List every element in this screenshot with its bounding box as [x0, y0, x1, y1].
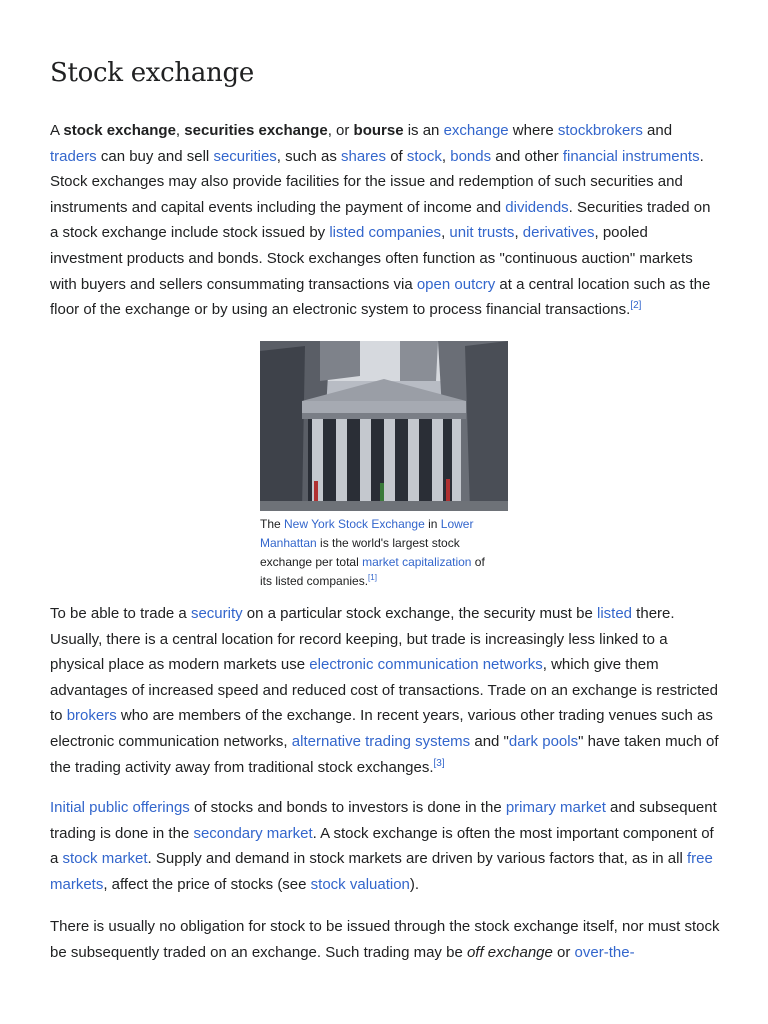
- text: and other: [491, 147, 563, 165]
- text: and ": [470, 732, 509, 750]
- text: there. Usually, there is a central location for record keeping, but trade is increasingly less linked to a physical place as modern markets use: [50, 605, 675, 674]
- text: of its listed companies.: [260, 555, 485, 588]
- text: . Stock exchanges may also provide facilities for the issue and redemption of such securities and instruments and capital events including the payment of income and: [50, 147, 704, 216]
- link-stockbrokers[interactable]: stockbrokers: [557, 122, 643, 139]
- link-unit-trusts[interactable]: unit trusts: [449, 224, 515, 242]
- page-title: Stock exchange: [50, 58, 254, 88]
- text: , such as: [276, 147, 341, 165]
- paragraph-trading: [50, 601, 722, 780]
- text: ,: [514, 224, 523, 242]
- text: who are members of the exchange. In recent years, various other trading venues such as electronic communication networks,: [50, 707, 713, 750]
- text: ,: [441, 224, 450, 242]
- text: and subsequent trading is done in the: [50, 799, 717, 842]
- text: The: [260, 517, 285, 531]
- text: at a central location such as the floor of the exchange or by using an electronic system to process financial transactions.: [50, 275, 711, 319]
- link-exchange[interactable]: exchange: [443, 122, 509, 139]
- bold-term: bourse: [353, 122, 404, 139]
- paragraph-intro: [50, 118, 722, 323]
- link-open-outcry[interactable]: open outcry: [416, 275, 496, 293]
- link-traders[interactable]: traders: [50, 147, 97, 165]
- link-bonds[interactable]: bonds: [450, 147, 492, 165]
- link-ipo[interactable]: Initial public offerings: [50, 799, 190, 816]
- text: , which give them advantages of increased speed and reduced cost of transactions. Trade on an exchange is restricted to: [50, 656, 718, 725]
- link-securities[interactable]: securities: [213, 147, 277, 165]
- text: and: [642, 122, 673, 139]
- link-stock-valuation[interactable]: stock valuation: [310, 875, 410, 893]
- reference-3[interactable]: [3]: [433, 757, 445, 769]
- link-financial-instruments[interactable]: financial instruments: [562, 147, 700, 165]
- link-ecn[interactable]: electronic communication networks: [309, 656, 543, 674]
- text: or: [552, 943, 575, 961]
- link-security[interactable]: security: [190, 605, 243, 622]
- text: . Securities traded on a stock exchange include stock issued by: [50, 198, 711, 242]
- link-dark-pools[interactable]: dark pools: [508, 732, 579, 750]
- link-stock-market[interactable]: stock market: [62, 850, 148, 868]
- text: can buy and sell: [96, 147, 214, 165]
- italic-term: off exchange: [466, 943, 553, 961]
- text: is the world's largest stock exchange per total: [260, 536, 460, 569]
- link-free-markets[interactable]: free markets: [50, 850, 713, 893]
- text: ,: [175, 122, 185, 139]
- link-listed[interactable]: listed: [596, 605, 633, 622]
- link-over-the-counter[interactable]: over-the-: [574, 943, 635, 961]
- link-brokers[interactable]: brokers: [66, 707, 117, 725]
- text: To be able to trade a: [50, 605, 191, 622]
- paragraph-ipo: [50, 795, 722, 897]
- text: There is usually no obligation for stock to be issued through the stock exchange itself, nor must stock be subsequently traded on an exchange. Such trading may be: [50, 918, 720, 961]
- reference-2[interactable]: [2]: [630, 300, 642, 312]
- bold-term: stock exchange: [63, 122, 176, 139]
- link-alternative-trading-systems[interactable]: alternative trading systems: [291, 732, 471, 750]
- bold-term: securities exchange: [184, 122, 328, 139]
- text: . A stock exchange is often the most important component of a: [50, 824, 714, 868]
- text: ).: [409, 875, 420, 893]
- text: in: [424, 517, 441, 531]
- link-primary-market[interactable]: primary market: [505, 799, 606, 816]
- text: A: [50, 122, 64, 139]
- link-derivatives[interactable]: derivatives: [522, 224, 595, 242]
- figure-caption: [260, 515, 500, 591]
- link-lower-manhattan[interactable]: Lower Manhattan: [260, 517, 474, 550]
- text: of stocks and bonds to investors is done in the: [189, 799, 506, 816]
- text: , or: [327, 122, 354, 139]
- text: . Supply and demand in stock markets are driven by various factors that, as in all: [147, 850, 687, 868]
- text: ,: [441, 147, 451, 165]
- link-nyse[interactable]: New York Stock Exchange: [284, 517, 425, 531]
- nyse-photo[interactable]: [260, 341, 508, 511]
- link-stock[interactable]: stock: [406, 147, 442, 165]
- link-dividends[interactable]: dividends: [505, 198, 569, 216]
- link-market-capitalization[interactable]: market capitalization: [362, 555, 472, 569]
- text: on a particular stock exchange, the security must be: [242, 605, 597, 622]
- text: " have taken much of the trading activity away from traditional stock exchanges.: [50, 732, 719, 776]
- link-shares[interactable]: shares: [341, 147, 387, 165]
- text: , affect the price of stocks (see: [103, 875, 311, 893]
- text: where: [508, 122, 558, 139]
- text: of: [386, 147, 407, 165]
- text: is an: [403, 122, 444, 139]
- link-listed-companies[interactable]: listed companies: [329, 224, 442, 242]
- link-secondary-market[interactable]: secondary market: [193, 824, 313, 842]
- paragraph-off-exchange: [50, 914, 722, 965]
- text: , pooled investment products and bonds. Stock exchanges often function as "continuous auction" markets with buyers and sellers consummating transactions via: [50, 224, 693, 293]
- reference-1[interactable]: [1]: [368, 573, 377, 582]
- figure-nyse: [260, 341, 510, 591]
